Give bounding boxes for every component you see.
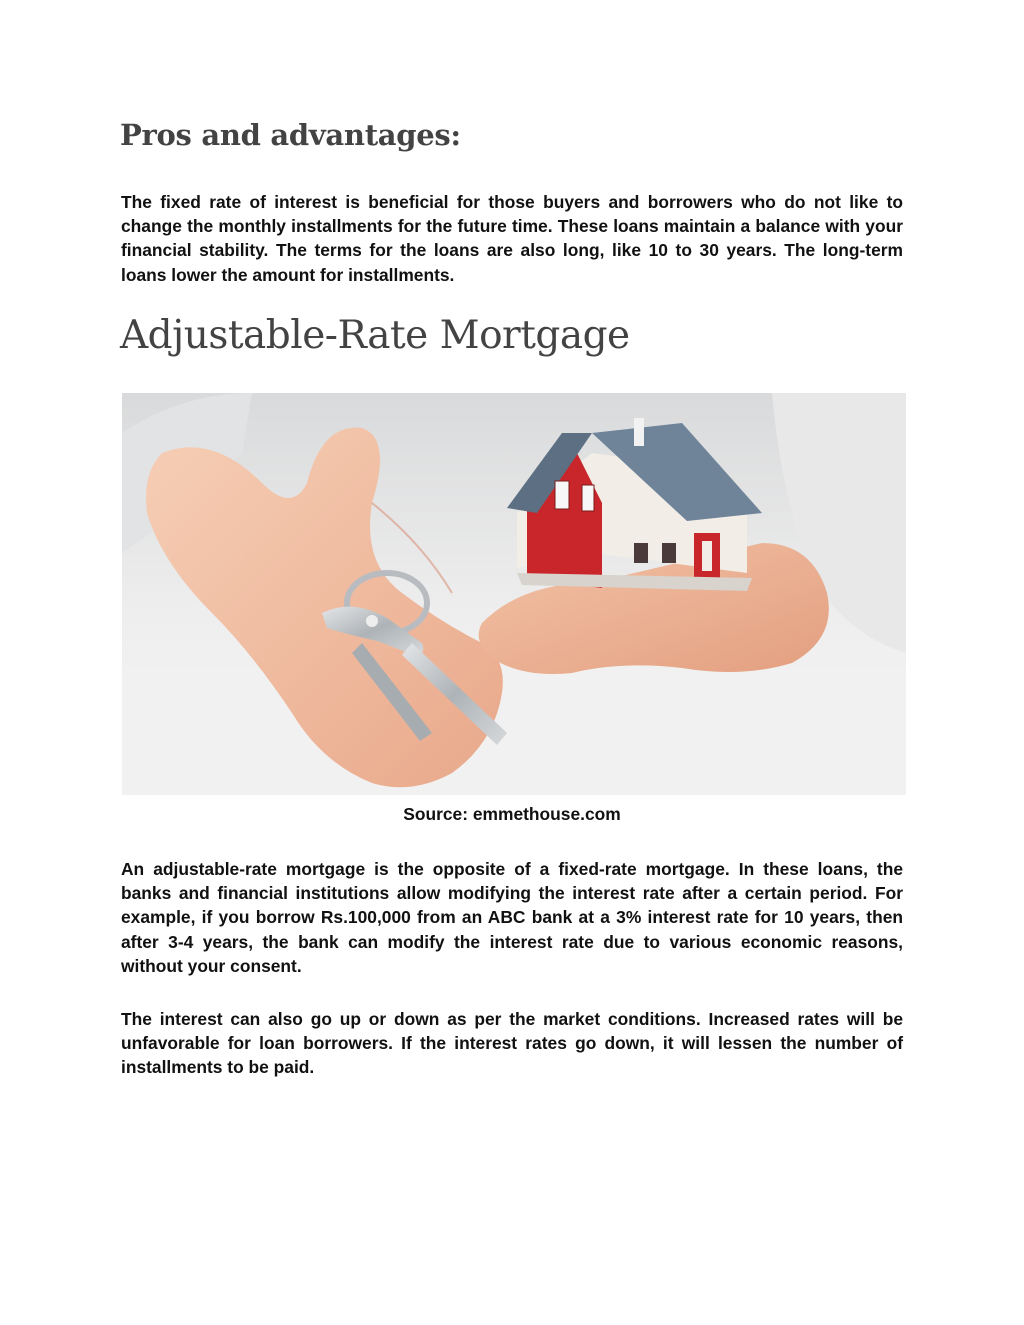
image-caption: Source: emmethouse.com	[403, 804, 621, 824]
main-heading: Adjustable-Rate Mortgage	[120, 313, 630, 358]
section-heading: Pros and advantages:	[120, 118, 461, 152]
hands-keys-house-photo	[122, 393, 906, 795]
paragraph-adjustable-rate: An adjustable-rate mortgage is the opposite of a fixed-rate mortgage. In these loans, the banks and financial institutions allow modifying the interest rate after a certain period. For example, if you borrow Rs.100,000 from an ABC bank at a 3% interest rate for 10 years, then after 3-4 years, the bank can modify the interest rate due to various economic reasons, without your consent.	[121, 859, 903, 976]
section-paragraph: The fixed rate of interest is beneficial for those buyers and borrowers who do not like to change the monthly installments for the future time. These loans maintain a balance with your financial stability. The terms for the loans are also long, like 10 to 30 years. The long-term loans lower the amount for installments.	[121, 192, 903, 285]
paragraph-interest-changes: The interest can also go up or down as per the market conditions. Increased rates will be unfavorable for loan borrowers. If the interest rates go down, it will lessen the number of installments to be paid.	[121, 1009, 903, 1078]
